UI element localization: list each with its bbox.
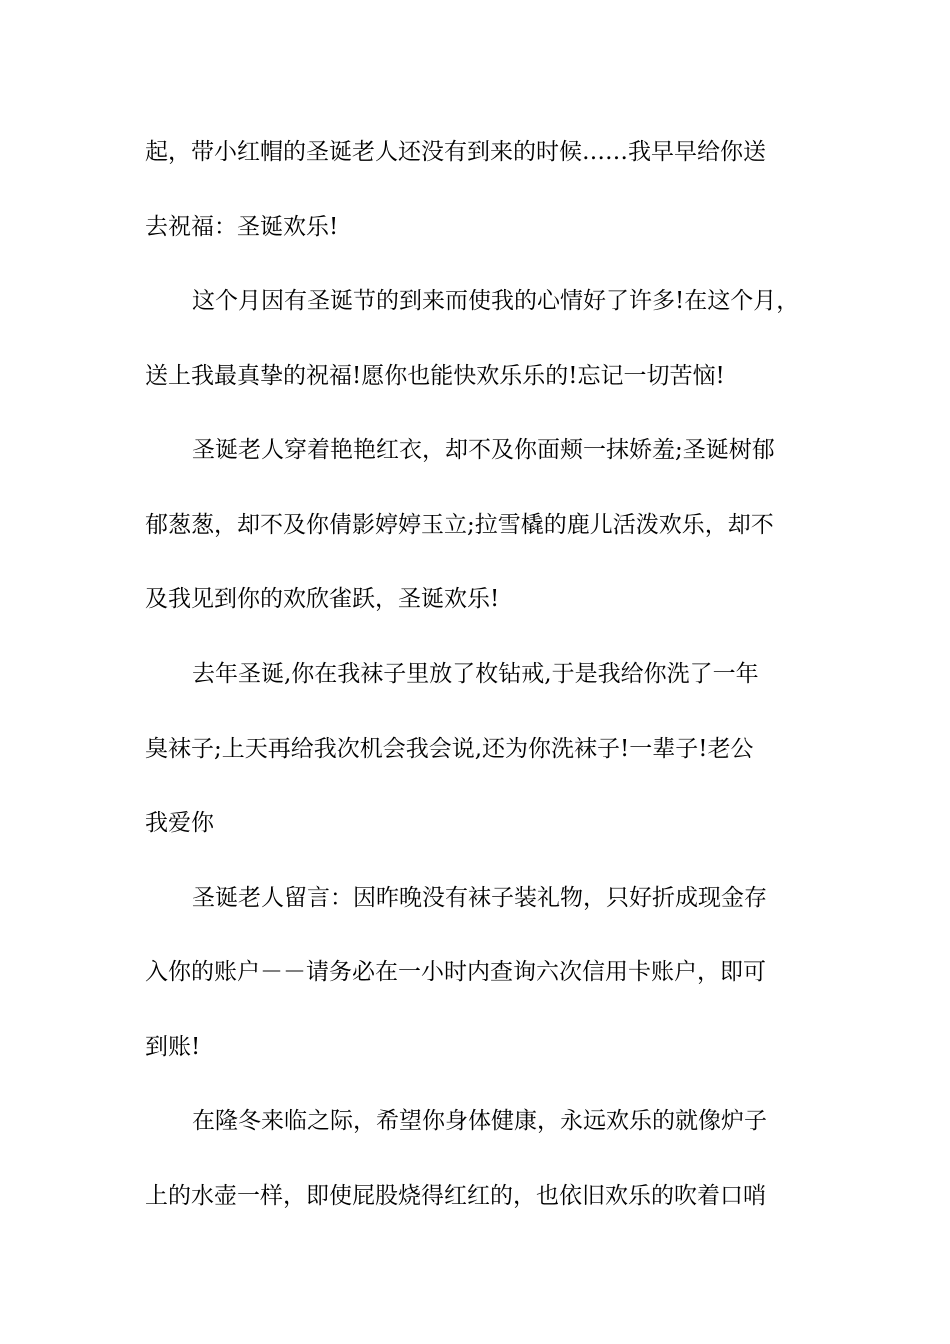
text-line: 入你的账户－－请务必在一小时内查询六次信用卡账户，即可: [145, 959, 766, 985]
text-line: 送上我最真挚的祝福!愿你也能快欢乐乐的!忘记一切苦恼!: [145, 363, 725, 389]
paragraph-start-line: 圣诞老人穿着艳艳红衣，却不及你面颊一抹娇羞;圣诞树郁: [192, 437, 775, 463]
paragraph-start-line: 圣诞老人留言：因昨晚没有袜子装礼物，只好折成现金存: [192, 885, 767, 911]
text-line: 到账!: [145, 1034, 201, 1060]
paragraph-start-line: 在隆冬来临之际，希望你身体健康，永远欢乐的就像炉子: [192, 1108, 767, 1134]
text-line: 起，带小红帽的圣诞老人还没有到来的时候……我早早给你送: [145, 139, 766, 165]
paragraph-start-line: 这个月因有圣诞节的到来而使我的心情好了许多!在这个月，: [192, 288, 800, 314]
text-line: 臭袜子;上天再给我次机会我会说,还为你洗袜子!一辈子!老公: [145, 736, 754, 762]
text-line: 及我见到你的欢欣雀跃，圣诞欢乐!: [145, 586, 500, 612]
text-line: 我爱你: [145, 810, 214, 836]
text-line: 郁葱葱，却不及你倩影婷婷玉立;拉雪橇的鹿儿活泼欢乐，却不: [145, 512, 774, 538]
text-line: 去祝福：圣诞欢乐!: [145, 214, 339, 240]
text-line: 上的水壶一样，即使屁股烧得红红的，也依旧欢乐的吹着口哨: [145, 1183, 766, 1209]
paragraph-start-line: 去年圣诞,你在我袜子里放了枚钻戒,于是我给你洗了一年: [192, 661, 759, 687]
